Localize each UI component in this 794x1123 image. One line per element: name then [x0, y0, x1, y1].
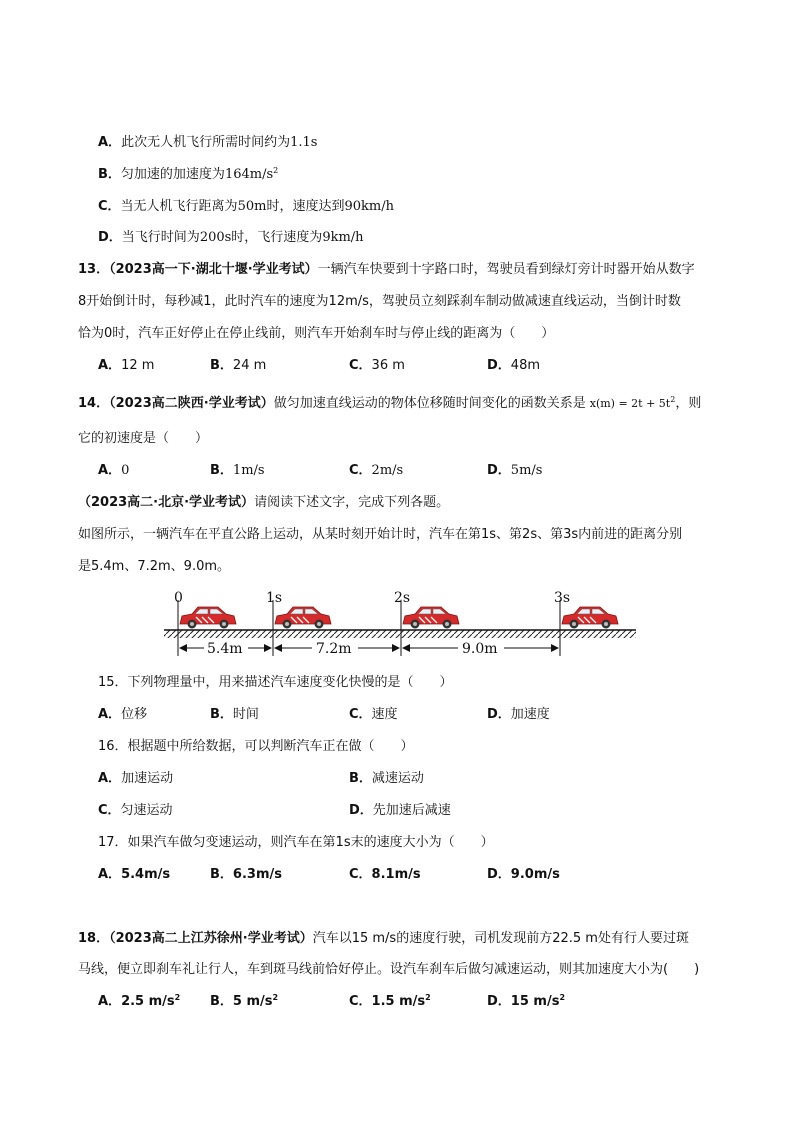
group-text-line-1: 如图所示，一辆汽车在平直公路上运动，从某时刻开始计时，汽车在第1s、第2s、第3s内前进的距离分别 — [78, 527, 683, 542]
question-17-stem: 17．如果汽车做匀变速运动，则汽车在第1s末的速度大小为（ ） — [98, 835, 494, 850]
question-14-line-2: 它的初速度是（ ） — [78, 431, 209, 446]
distance-label-3: 9.0m — [462, 641, 498, 657]
option-d-q17: D．9.0m/s — [487, 867, 560, 882]
distance-label-1: 5.4m — [207, 641, 243, 657]
option-b-q15: B．时间 — [210, 707, 259, 722]
question-18-line-2: 马线，便立即刹车礼让行人，车到斑马线前恰好停止。设汽车刹车后做匀减速运动，则其加速度大小为( ) — [78, 962, 700, 977]
option-c-q17: C．8.1m/s — [349, 867, 421, 882]
group-text-line-2: 是5.4m、7.2m、9.0m。 — [78, 559, 231, 574]
option-a-q12: A．此次无人机飞行所需时间约为1.1s — [98, 135, 318, 150]
option-d-q15: D．加速度 — [487, 707, 550, 722]
option-d-q14: D．5m/s — [487, 463, 543, 478]
question-13-line-1: 13．（2023高一下·湖北十堰·学业考试）一辆汽车快要到十字路口时，驾驶员看到绿灯旁计时器开始从数字 — [78, 262, 695, 277]
option-a-q13: A．12 m — [98, 358, 155, 373]
option-b-q18: B．5 $m/s^2$ — [210, 993, 279, 1009]
option-c-q18: C．1.5 $m/s^2$ — [349, 993, 431, 1009]
option-d-q16: D．先加速后减速 — [349, 803, 451, 818]
option-b-q12: B．匀加速的加速度为$164m/s^2$ — [98, 166, 279, 182]
car-icon-3 — [562, 607, 618, 629]
option-c-q16: C．匀速运动 — [98, 803, 173, 818]
question-18-line-1: 18．（2023高二上江苏徐州·学业考试）汽车以15 m/s的速度行驶，司机发现前方22.5 m处有行人要过斑 — [78, 931, 689, 946]
question-13-line-3: 恰为0时，汽车正好停止在停止线前，则汽车开始刹车时与停止线的距离为（ ） — [78, 326, 555, 341]
option-a-q18: A．2.5 $m/s^2$ — [98, 993, 181, 1009]
option-d-q13: D．48m — [487, 358, 541, 373]
option-b-q13: B．24 m — [210, 358, 267, 373]
option-c-q13: C．36 m — [349, 358, 405, 373]
motion-figure — [160, 586, 640, 664]
car-icon-1 — [275, 607, 331, 629]
car-icon-2 — [403, 607, 459, 629]
ground-hatch — [164, 630, 636, 638]
time-label-0: 0 — [174, 590, 183, 606]
time-label-3: 3s — [554, 590, 571, 606]
option-b-q16: B．减速运动 — [349, 771, 424, 786]
car-icon-0 — [180, 607, 236, 629]
option-a-q17: A．5.4m/s — [98, 867, 171, 882]
question-14-line-1: 14．（2023高二陕西·学业考试）做匀加速直线运动的物体位移随时间变化的函数关系是 $x(m) = 2t + 5t^2$，则 — [78, 395, 702, 411]
distance-label-2: 7.2m — [316, 641, 352, 657]
option-a-q16: A．加速运动 — [98, 771, 174, 786]
option-a-q15: A．位移 — [98, 707, 148, 722]
group-header: （2023高二·北京·学业考试）请阅读下述文字，完成下列各题。 — [78, 495, 450, 510]
question-16-stem: 16．根据题中所给数据，可以判断汽车正在做（ ） — [98, 739, 414, 754]
time-label-2: 2s — [394, 590, 411, 606]
question-15-stem: 15．下列物理量中，用来描述汽车速度变化快慢的是（ ） — [98, 675, 453, 690]
option-a-q14: A．0 — [98, 463, 130, 478]
option-c-q14: C．2m/s — [349, 463, 404, 478]
option-d-q12: D．当飞行时间为200s时，飞行速度为9km/h — [98, 230, 364, 245]
time-label-1: 1s — [266, 590, 283, 606]
option-c-q15: C．速度 — [349, 707, 398, 722]
option-b-q14: B．1m/s — [210, 463, 265, 478]
option-b-q17: B．6.3m/s — [210, 867, 282, 882]
option-d-q18: D．15 $m/s^2$ — [487, 993, 566, 1009]
option-c-q12: C．当无人机飞行距离为50m时，速度达到90km/h — [98, 199, 394, 214]
question-13-line-2: 8开始倒计时，每秒减1，此时汽车的速度为12m/s，驾驶员立刻踩刹车制动做减速直线运动，当倒计时数 — [78, 294, 681, 309]
